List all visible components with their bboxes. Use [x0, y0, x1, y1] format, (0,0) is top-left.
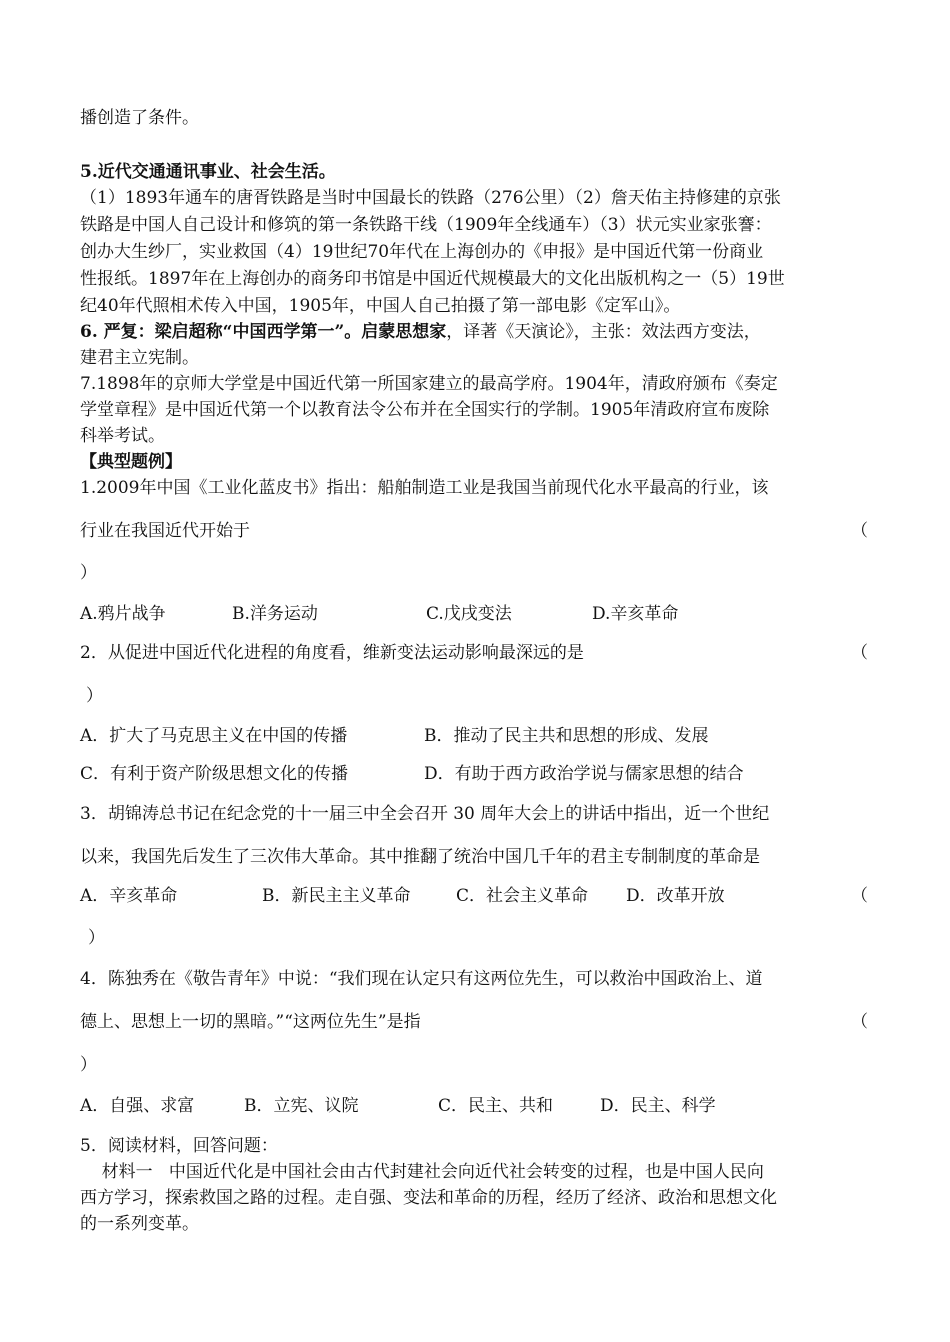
answer-paren-close: ） [88, 928, 105, 948]
section-5-line: 铁路是中国人自己设计和修筑的第一条铁路干线（1909年全线通车）（3）状元实业家张謇： [80, 215, 772, 235]
question-2-option-a: A．扩大了马克思主义在中国的传播 [80, 726, 348, 746]
question-5-material: 的一系列变革。 [80, 1214, 199, 1234]
question-5-material: 材料一 中国近代化是中国社会由古代封建社会向近代社会转变的过程，也是中国人民向 [80, 1162, 764, 1182]
question-1-option-a: A.鸦片战争 [80, 604, 166, 624]
section-7-line: 学堂章程》是中国近代第一个以教育法令公布并在全国实行的学制。1905年清政府宣布废除 [80, 400, 770, 420]
question-5-material: 西方学习，探索救国之路的过程。走自强、变法和革命的历程，经历了经济、政治和思想文化 [80, 1188, 777, 1208]
section-5-line: 纪40年代照相术传入中国，1905年，中国人自己拍摄了第一部电影《定军山》。 [80, 296, 681, 316]
section-6-line2: 建君主立宪制。 [80, 348, 199, 368]
section-5-line: （1）1893年通车的唐胥铁路是当时中国最长的铁路（276公里）（2）詹天佑主持修建的京张 [80, 188, 781, 208]
question-4-line: 4．陈独秀在《敬告青年》中说：“我们现在认定只有这两位先生，可以救治中国政治上、道 [80, 969, 763, 989]
question-3-line: 3．胡锦涛总书记在纪念党的十一届三中全会召开 30 周年大会上的讲话中指出，近一个世纪 [80, 804, 770, 824]
question-1-line: 行业在我国近代开始于 [80, 521, 250, 541]
answer-paren-open: （ [851, 643, 868, 663]
question-2-option-b: B．推动了民主共和思想的形成、发展 [424, 726, 709, 746]
question-3-option-d: D．改革开放 [626, 886, 725, 906]
section-7-line: 7.1898年的京师大学堂是中国近代第一所国家建立的最高学府。1904年，清政府颁布《奏定 [80, 374, 778, 394]
question-3-line: 以来，我国先后发生了三次伟大革命。其中推翻了统治中国几千年的君主专制制度的革命是 [80, 847, 760, 867]
section-4-tail: 播创造了条件。 [80, 108, 199, 128]
section-7-line: 科举考试。 [80, 426, 165, 446]
question-1-option-d: D.辛亥革命 [592, 604, 679, 624]
question-4-option-a: A．自强、求富 [80, 1096, 195, 1116]
section-6-bold: 6. 严复：梁启超称“中国西学第一”。启蒙思想家 [80, 322, 447, 342]
examples-header: 【典型题例】 [80, 452, 182, 472]
answer-paren-open: （ [851, 886, 868, 906]
answer-paren-close: ） [86, 686, 103, 706]
question-4-option-d: D．民主、科学 [600, 1096, 716, 1116]
question-2-option-d: D．有助于西方政治学说与儒家思想的结合 [424, 764, 744, 784]
answer-paren-close: ） [80, 1055, 97, 1075]
answer-paren-open: （ [851, 521, 868, 541]
question-3-option-b: B．新民主主义革命 [262, 886, 411, 906]
question-4-option-c: C．民主、共和 [438, 1096, 554, 1116]
section-5-line: 性报纸。1897年在上海创办的商务印书馆是中国近代规模最大的文化出版机构之一（5）19世 [80, 269, 785, 289]
section-5-title: 5.近代交通通讯事业、社会生活。 [80, 162, 336, 182]
question-4-line: 德上、思想上一切的黑暗。”“这两位先生”是指 [80, 1012, 421, 1032]
question-1-line: 1.2009年中国《工业化蓝皮书》指出：船舶制造工业是我国当前现代化水平最高的行业，该 [80, 478, 769, 498]
question-1-option-b: B.洋务运动 [232, 604, 318, 624]
answer-paren-close: ） [80, 563, 97, 583]
question-2-line: 2．从促进中国近代化进程的角度看，维新变法运动影响最深远的是 [80, 643, 584, 663]
section-6-line [80, 320, 870, 344]
answer-paren-open: （ [851, 1012, 868, 1032]
question-1-option-c: C.戊戌变法 [426, 604, 512, 624]
question-3-option-a: A．辛亥革命 [80, 886, 178, 906]
question-2-option-c: C．有利于资产阶级思想文化的传播 [80, 764, 349, 784]
question-4-option-b: B．立宪、议院 [244, 1096, 359, 1116]
question-5-line: 5．阅读材料，回答问题： [80, 1136, 278, 1156]
section-5-line: 创办大生纱厂，实业救国（4）19世纪70年代在上海创办的《申报》是中国近代第一份商业 [80, 242, 764, 262]
section-6-rest: ，译著《天演论》，主张：效法西方变法， [446, 322, 761, 342]
question-3-option-c: C．社会主义革命 [456, 886, 589, 906]
